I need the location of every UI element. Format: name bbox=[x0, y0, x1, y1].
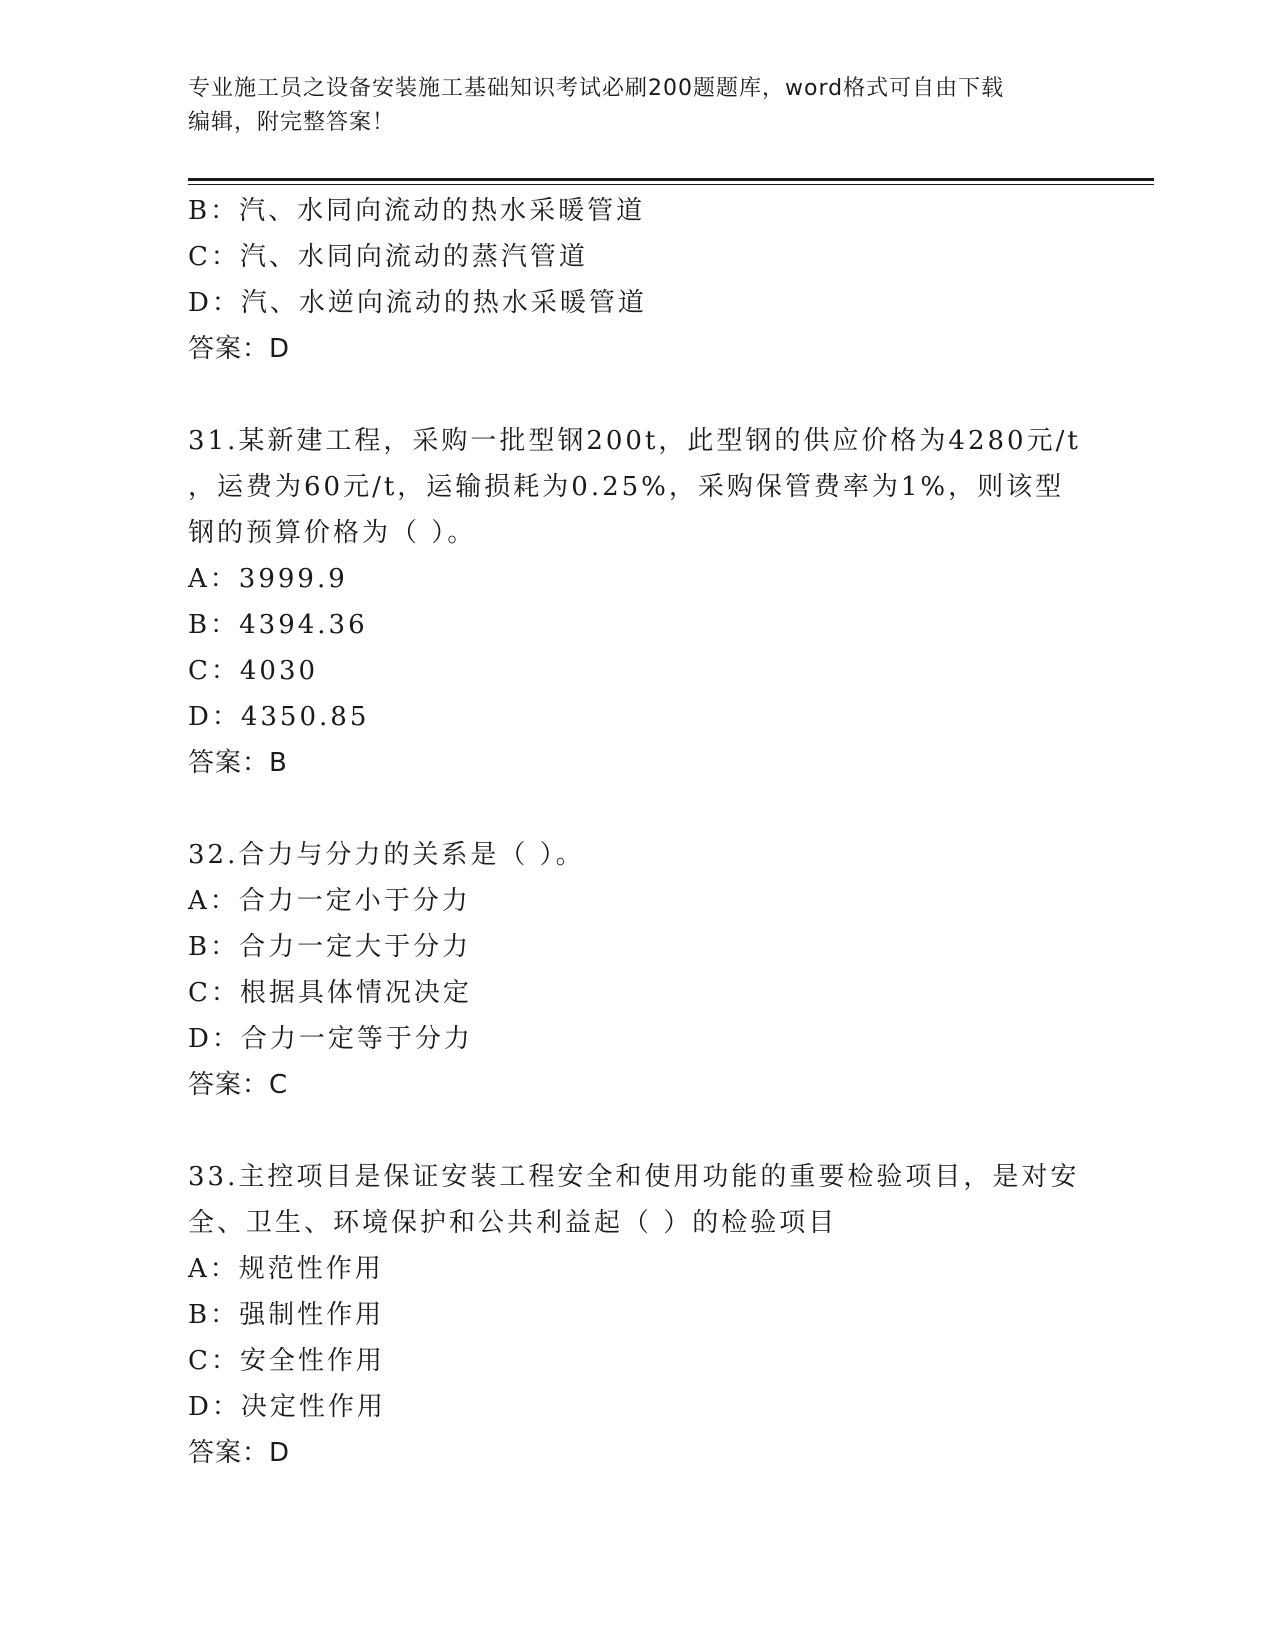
option-a: A：合力一定小于分力 bbox=[188, 886, 471, 916]
header-divider-thin bbox=[188, 184, 1154, 185]
option-c: C：汽、水同向流动的蒸汽管道 bbox=[188, 242, 588, 272]
header-title-line-2: 编辑，附完整答案！ bbox=[188, 110, 396, 135]
question-stem: ，运费为60元/t，运输损耗为0.25%，采购保管费率为1%，则该型 bbox=[188, 472, 1065, 502]
option-c: C：4030 bbox=[188, 656, 319, 686]
option-c: C：安全性作用 bbox=[188, 1346, 385, 1376]
header-divider-thick bbox=[188, 178, 1154, 181]
question-stem: 全、卫生、环境保护和公共利益起（ ）的检验项目 bbox=[188, 1208, 838, 1238]
answer: 答案：D bbox=[188, 334, 291, 364]
answer: 答案：B bbox=[188, 748, 288, 778]
spacer bbox=[188, 786, 1088, 832]
option-a: A：规范性作用 bbox=[188, 1254, 384, 1284]
option-d: D：4350.85 bbox=[188, 702, 370, 732]
option-d: D：合力一定等于分力 bbox=[188, 1024, 473, 1054]
question-31 bbox=[188, 418, 1088, 786]
question-stem: 33.主控项目是保证安装工程安全和使用功能的重要检验项目，是对安 bbox=[188, 1162, 1080, 1192]
document-header bbox=[188, 72, 1068, 140]
spacer bbox=[188, 372, 1088, 418]
question-stem: 钢的预算价格为（ ）。 bbox=[188, 518, 477, 548]
header-title-line-1: 专业施工员之设备安装施工基础知识考试必刷200题题库，word格式可自由下载 bbox=[188, 76, 1005, 101]
answer: 答案：D bbox=[188, 1438, 291, 1468]
option-a: A：3999.9 bbox=[188, 564, 348, 594]
question-32 bbox=[188, 832, 1088, 1108]
option-d: D：汽、水逆向流动的热水采暖管道 bbox=[188, 288, 647, 318]
question-33 bbox=[188, 1154, 1088, 1476]
question-30-continued bbox=[188, 188, 1088, 372]
option-d: D：决定性作用 bbox=[188, 1392, 386, 1422]
question-stem: 32.合力与分力的关系是（ ）。 bbox=[188, 840, 585, 870]
option-b: B：强制性作用 bbox=[188, 1300, 385, 1330]
question-stem: 31.某新建工程，采购一批型钢200t，此型钢的供应价格为4280元/t bbox=[188, 426, 1081, 456]
option-b: B：汽、水同向流动的热水采暖管道 bbox=[188, 196, 646, 226]
spacer bbox=[188, 1108, 1088, 1154]
option-b: B：4394.36 bbox=[188, 610, 368, 640]
option-c: C：根据具体情况决定 bbox=[188, 978, 472, 1008]
question-list bbox=[188, 188, 1088, 1476]
option-b: B：合力一定大于分力 bbox=[188, 932, 472, 962]
answer: 答案：C bbox=[188, 1070, 289, 1100]
